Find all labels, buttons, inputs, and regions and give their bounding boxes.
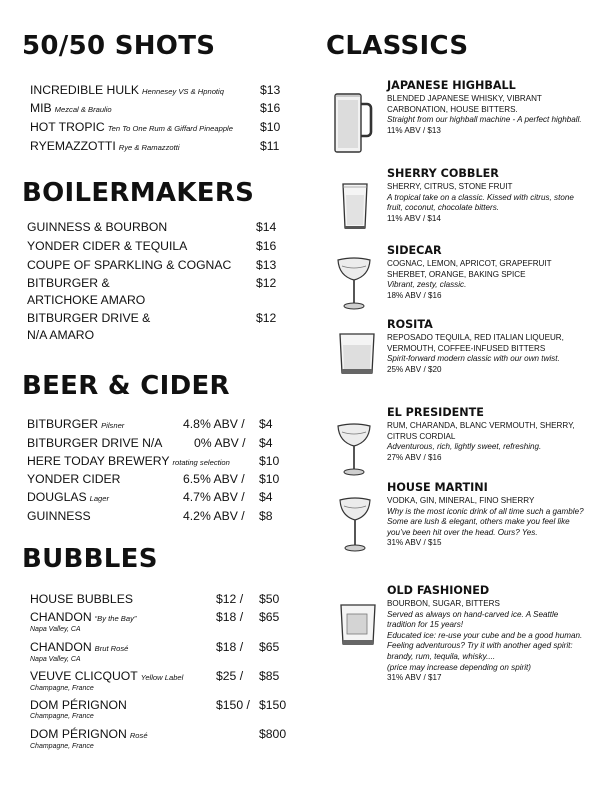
menu-item: CHANDON “By the Bay” Napa Valley, CA: [30, 610, 137, 633]
coupe-glass-icon: [336, 254, 372, 312]
cocktail-description: RUM, CHARANDA, BLANC VERMOUTH, SHERRY, CITRUS CORDIAL Adventurous, rich, lightly sweet, refreshing. 27% ABV / $16: [387, 421, 575, 462]
item-price: $13: [256, 258, 277, 272]
item-price: $4: [259, 436, 273, 450]
item-abv: 4.2% ABV /: [183, 509, 245, 523]
bottle-price: $65: [259, 640, 280, 654]
beer-cider-title: BEER & CIDER: [22, 371, 230, 401]
item-price: $4: [259, 417, 273, 431]
menu-item: DOM PÉRIGNON Rosé Champagne, France: [30, 727, 148, 750]
rocks-glass-icon: [337, 331, 377, 377]
menu-item: HOT TROPIC Ten To One Rum & Giffard Pineapple: [30, 120, 233, 134]
menu-item: HERE TODAY BREWERY rotating selection: [27, 454, 230, 468]
glass-price: $12 /: [216, 592, 244, 606]
menu-item-cont: ARTICHOKE AMARO: [27, 293, 146, 307]
item-price: $8: [259, 509, 273, 523]
menu-item: BITBURGER &: [27, 276, 110, 290]
menu-item: VEUVE CLICQUOT Yellow Label Champagne, France: [30, 669, 184, 692]
cocktail-description: COGNAC, LEMON, APRICOT, GRAPEFRUIT SHERBET, ORANGE, BAKING SPICE Vibrant, zesty, classic. 18% ABV / $16: [387, 259, 552, 300]
menu-item: BITBURGER DRIVE &: [27, 311, 151, 325]
item-abv: 4.8% ABV /: [183, 417, 245, 431]
coupe-glass-icon: [336, 420, 372, 478]
cocktail-name: HOUSE MARTINI: [387, 481, 488, 494]
bottle-price: $150: [259, 698, 287, 712]
menu-item: YONDER CIDER: [27, 472, 121, 486]
cocktail-name: JAPANESE HIGHBALL: [387, 79, 516, 92]
item-abv: 4.7% ABV /: [183, 490, 245, 504]
menu-item-cont: N/A AMARO: [27, 328, 95, 342]
menu-item: DOM PÉRIGNON Champagne, France: [30, 698, 127, 720]
bottle-price: $85: [259, 669, 280, 683]
item-price: $12: [256, 311, 277, 325]
menu-item: GUINNESS: [27, 509, 91, 523]
item-price: $16: [260, 101, 281, 115]
item-price: $13: [260, 83, 281, 97]
boilermakers-title: BOILERMAKERS: [22, 178, 255, 208]
old-fashioned-glass-icon: [338, 602, 378, 648]
cocktail-name: OLD FASHIONED: [387, 584, 490, 597]
glass-price: $18 /: [216, 640, 244, 654]
bottle-price: $50: [259, 592, 280, 606]
menu-item: BITBURGER Pilsner: [27, 417, 125, 431]
item-abv: 0% ABV /: [194, 436, 246, 450]
item-price: $4: [259, 490, 273, 504]
martini-glass-icon: [338, 494, 372, 554]
shots-title: 50/50 SHOTS: [22, 31, 216, 61]
menu-item: RYEMAZZOTTI Rye & Ramazzotti: [30, 139, 180, 153]
bottle-price: $65: [259, 610, 280, 624]
cocktail-name: ROSITA: [387, 318, 433, 331]
item-price: $10: [259, 454, 280, 468]
item-price: $10: [259, 472, 280, 486]
item-abv: 6.5% ABV /: [183, 472, 245, 486]
cocktail-description: BOURBON, SUGAR, BITTERS Served as always on hand-carved ice. A Seattle tradition for 15 years! Educated ice: re-use your cube and be a good human. Feeling adventurous? Try it with another aged spirit: brandy, rum, tequila, whisky.... (price may increase depending on spirit) 31% ABV / $17: [387, 599, 583, 683]
bubbles-title: BUBBLES: [22, 544, 158, 574]
cocktail-description: BLENDED JAPANESE WHISKY, VIBRANT CARBONATION, HOUSE BITTERS. Straight from our highball machine - A perfect highball. 11% ABV / $13: [387, 94, 582, 135]
cocktail-name: EL PRESIDENTE: [387, 406, 484, 419]
glass-price: $150 /: [216, 698, 250, 712]
menu-item: INCREDIBLE HULK Hennesey VS & Hpnotiq: [30, 83, 224, 97]
item-price: $14: [256, 220, 277, 234]
menu-item: HOUSE BUBBLES: [30, 592, 133, 606]
menu-item: DOUGLAS Lager: [27, 490, 110, 504]
item-price: $11: [260, 139, 280, 153]
glass-price: $25 /: [216, 669, 244, 683]
tumbler-glass-icon: [340, 181, 370, 231]
cocktail-name: SIDECAR: [387, 244, 442, 257]
menu-item: COUPE OF SPARKLING & COGNAC: [27, 258, 232, 272]
cocktail-description: SHERRY, CITRUS, STONE FRUIT A tropical take on a classic. Kissed with citrus, stone fruit, coconut, chocolate bitters. 11% ABV / $14: [387, 182, 574, 223]
menu-item: BITBURGER DRIVE N/A: [27, 436, 163, 450]
menu-item: GUINNESS & BOURBON: [27, 220, 168, 234]
item-price: $10: [260, 120, 281, 134]
item-price: $12: [256, 276, 277, 290]
menu-item: MIB Mezcal & Braulio: [30, 101, 112, 115]
menu-item: YONDER CIDER & TEQUILA: [27, 239, 188, 253]
bottle-price: $800: [259, 727, 287, 741]
mug-glass-icon: [333, 90, 373, 156]
item-price: $16: [256, 239, 277, 253]
menu-item: CHANDON Brut Rosé Napa Valley, CA: [30, 640, 129, 663]
classics-title: CLASSICS: [326, 31, 469, 61]
cocktail-name: SHERRY COBBLER: [387, 167, 499, 180]
cocktail-description: REPOSADO TEQUILA, RED ITALIAN LIQUEUR, VERMOUTH, COFFEE-INFUSED BITTERS Spirit-forward modern classic with our own twist. 25% ABV / $20: [387, 333, 564, 374]
cocktail-description: VODKA, GIN, MINERAL, FINO SHERRY Why is the most iconic drink of all time such a gamble? Some are lush & elegant, others make you feel like you’ve been hit over the head. Ours? Yes. 31% ABV / $15: [387, 496, 584, 548]
glass-price: $18 /: [216, 610, 244, 624]
